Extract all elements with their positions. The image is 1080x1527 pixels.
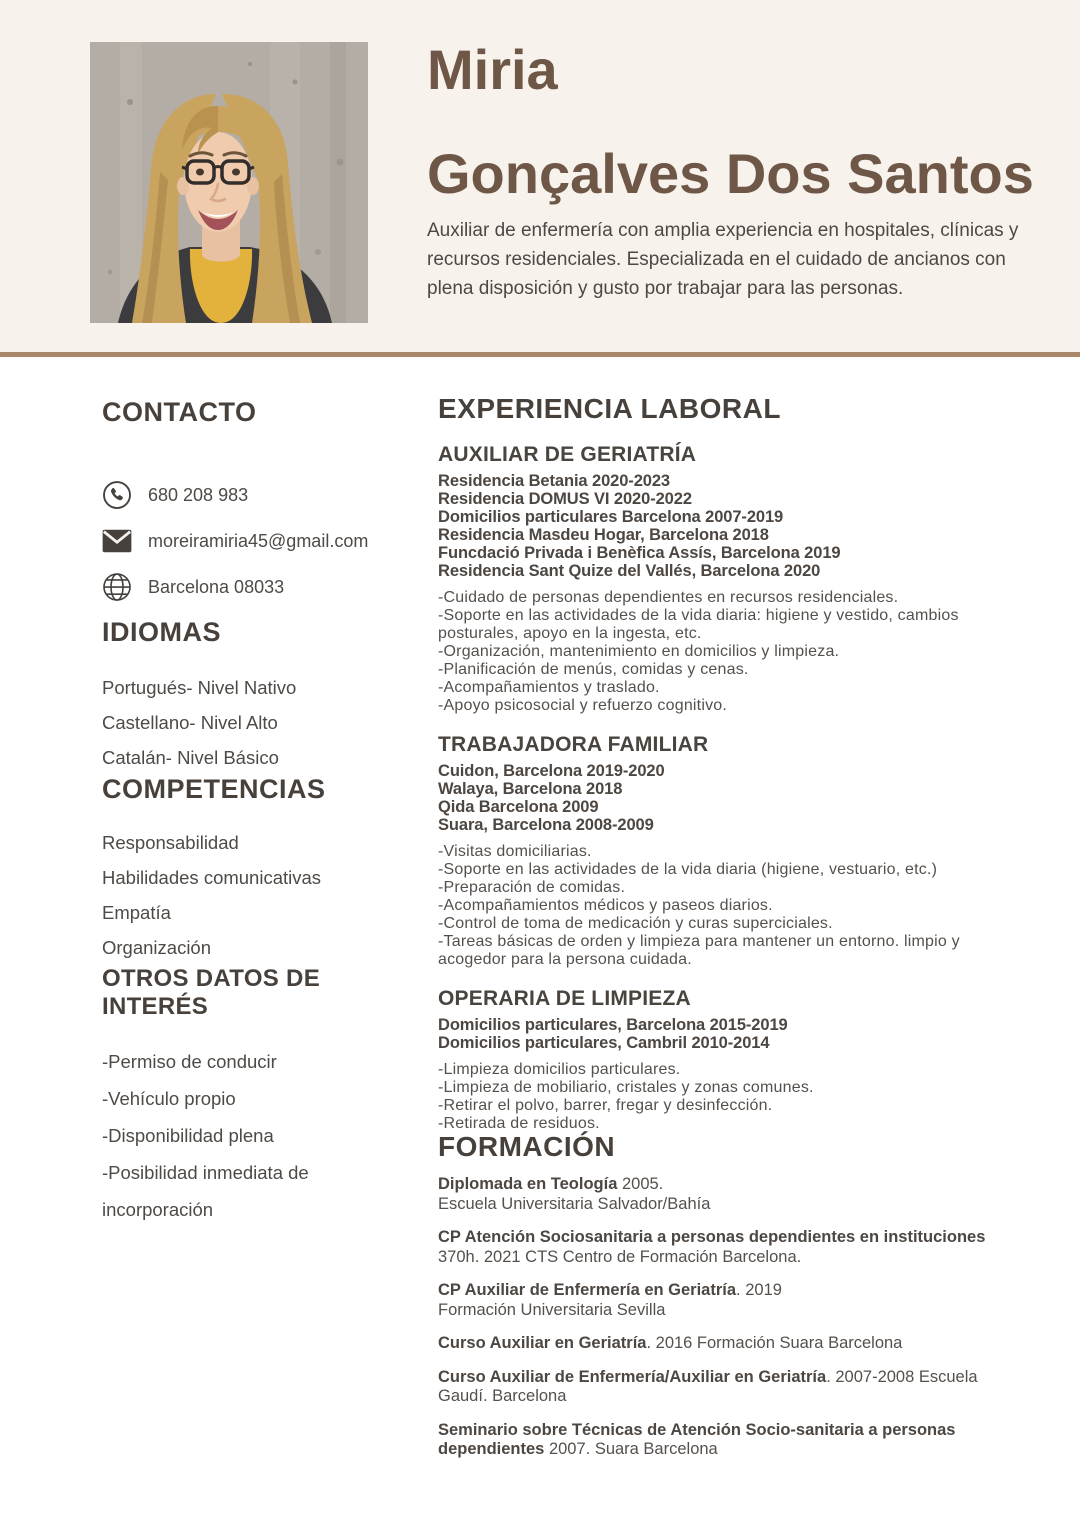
other-item: -Disponibilidad plena: [102, 1125, 274, 1146]
duty-line: -Tareas básicas de orden y limpieza para mantener un entorno. limpio y acogedor para la persona cuidada.: [438, 933, 960, 968]
company-line: Residencia Masdeu Hogar, Barcelona 2018: [438, 526, 769, 544]
last-name: Gonçalves Dos Santos: [427, 142, 1034, 205]
education-entry: [438, 1334, 1026, 1354]
duty-line: -Acompañamientos médicos y paseos diarios.: [438, 897, 773, 914]
duty-line: -Organización, mantenimiento en domicilios y limpieza.: [438, 643, 840, 660]
other-title: OTROS DATOS DE INTERÉS: [102, 965, 320, 1020]
skills-title: COMPETENCIAS: [102, 774, 326, 804]
main-column: [438, 395, 1026, 1460]
other-item: -Vehículo propio: [102, 1088, 236, 1109]
duty-line: -Limpieza de mobiliario, cristales y zonas comunes.: [438, 1079, 814, 1096]
education-entry: [438, 1368, 1026, 1407]
company-line: Funcdació Privada i Benèfica Assís, Barcelona 2019: [438, 544, 841, 562]
contact-title: CONTACTO: [102, 397, 257, 427]
email-value: moreiramiria45@gmail.com: [148, 530, 369, 551]
company-line: Residencia DOMUS VI 2020-2022: [438, 490, 692, 508]
education-entry: [438, 1228, 1026, 1267]
first-name: Miria: [427, 38, 558, 101]
contact-row-phone: [102, 480, 417, 510]
job-companies: [438, 472, 1026, 580]
job-role: OPERARIA DE LIMPIEZA: [438, 987, 691, 1010]
other-item: -Permiso de conducir: [102, 1051, 277, 1072]
duty-line: -Cuidado de personas dependientes en recursos residenciales.: [438, 589, 899, 606]
education-entry: [438, 1175, 1026, 1214]
education-entry-rest: . 2007-2008 Escuela Gaudí. Barcelona: [438, 1367, 978, 1405]
job-duties: [438, 843, 1026, 969]
contact-list: [102, 480, 417, 602]
education-entry-bold: CP Atención Sociosanitaria a personas dependientes en instituciones: [438, 1228, 986, 1246]
company-line: Domicilios particulares, Barcelona 2015-2019: [438, 1016, 788, 1034]
education-entry-bold: Curso Auxiliar en Geriatría: [438, 1334, 647, 1352]
company-line: Domicilios particulares Barcelona 2007-2019: [438, 508, 784, 526]
education-entry-rest: 2007. Suara Barcelona: [544, 1440, 718, 1458]
duty-line: -Preparación de comidas.: [438, 879, 626, 896]
globe-icon: [102, 572, 132, 602]
education-entry-bold: Diplomada en Teología: [438, 1175, 618, 1193]
duty-line: -Retirada de residuos.: [438, 1115, 600, 1132]
education-entry-bold: Seminario sobre Técnicas de Atención Socio-sanitaria a personas dependientes: [438, 1420, 956, 1458]
email-icon: [102, 526, 132, 556]
education-entry-line2: Escuela Universitaria Salvador/Bahía: [438, 1194, 711, 1213]
duty-line: -Retirar el polvo, barrer, fregar y desinfección.: [438, 1097, 773, 1114]
job-duties: [438, 1061, 1026, 1133]
duty-line: -Planificación de menús, comidas y cenas.: [438, 661, 749, 678]
company-line: Cuidon, Barcelona 2019-2020: [438, 762, 665, 780]
duty-line: -Acompañamientos y traslado.: [438, 679, 660, 696]
header-divider: [0, 352, 1080, 357]
skill-item: Responsabilidad: [102, 832, 239, 853]
duty-line: -Apoyo psicosocial y refuerzo cognitivo.: [438, 697, 728, 714]
duty-line: -Visitas domiciliarias.: [438, 843, 592, 860]
skills-list: [102, 825, 417, 965]
languages-title: IDIOMAS: [102, 617, 222, 647]
experience-title: EXPERIENCIA LABORAL: [438, 393, 781, 424]
portrait-photo: [90, 42, 368, 323]
job-role: AUXILIAR DE GERIATRÍA: [438, 443, 697, 466]
education-entry-line2: 370h. 2021 CTS Centro de Formación Barcelona.: [438, 1247, 802, 1266]
skill-item: Empatía: [102, 902, 171, 923]
education-entry-rest: 2005.: [617, 1175, 664, 1193]
company-line: Domicilios particulares, Cambril 2010-2014: [438, 1034, 770, 1052]
other-item: -Posibilidad inmediata de incorporación: [102, 1162, 309, 1220]
skill-item: Habilidades comunicativas: [102, 867, 322, 888]
language-item: Catalán- Nivel Básico: [102, 747, 279, 768]
duty-line: -Control de toma de medicación y curas superciciales.: [438, 915, 833, 932]
job-companies: [438, 762, 1026, 834]
duty-line: -Soporte en las actividades de la vida diaria: higiene y vestido, cambios posturales, apoyo en la ingesta, etc.: [438, 607, 959, 642]
company-line: Walaya, Barcelona 2018: [438, 780, 623, 798]
phone-icon: [102, 480, 132, 510]
location-value: Barcelona 08033: [148, 576, 285, 597]
education-entry-bold: CP Auxiliar de Enfermería en Geriatría: [438, 1281, 737, 1299]
company-line: Suara, Barcelona 2008-2009: [438, 816, 654, 834]
company-line: Residencia Betania 2020-2023: [438, 472, 671, 490]
language-item: Portugués- Nivel Nativo: [102, 677, 297, 698]
education-entry-rest: . 2016 Formación Suara Barcelona: [646, 1334, 903, 1352]
education-entry-line2: Formación Universitaria Sevilla: [438, 1300, 666, 1319]
duty-line: -Limpieza domicilios particulares.: [438, 1061, 681, 1078]
education-entry: [438, 1421, 1026, 1460]
profile-summary: Auxiliar de enfermería con amplia experiencia en hospitales, clínicas y recursos residenciales. Especializada en el cuidado de ancianos con plena disposición y gusto por trabajar para las personas.: [427, 220, 1019, 299]
education-entry-bold: Curso Auxiliar de Enfermería/Auxiliar en Geriatría: [438, 1367, 827, 1386]
other-list: [102, 1043, 332, 1228]
job-companies: [438, 1016, 1026, 1052]
skill-item: Organización: [102, 937, 212, 958]
job-duties: [438, 589, 1026, 715]
contact-row-email: [102, 526, 417, 556]
contact-row-location: [102, 572, 417, 602]
phone-value: 680 208 983: [148, 484, 249, 505]
language-item: Castellano- Nivel Alto: [102, 712, 278, 733]
duty-line: -Soporte en las actividades de la vida diaria (higiene, vestuario, etc.): [438, 861, 938, 878]
education-title: FORMACIÓN: [438, 1131, 616, 1162]
job-role: TRABAJADORA FAMILIAR: [438, 733, 709, 756]
languages-list: [102, 670, 417, 775]
sidebar-column: [102, 398, 417, 1228]
company-line: Qida Barcelona 2009: [438, 798, 599, 816]
company-line: Residencia Sant Quize del Vallés, Barcelona 2020: [438, 562, 821, 580]
education-entry: [438, 1281, 1026, 1320]
portrait-illustration: [90, 42, 368, 323]
education-entry-rest: . 2019: [736, 1281, 782, 1299]
